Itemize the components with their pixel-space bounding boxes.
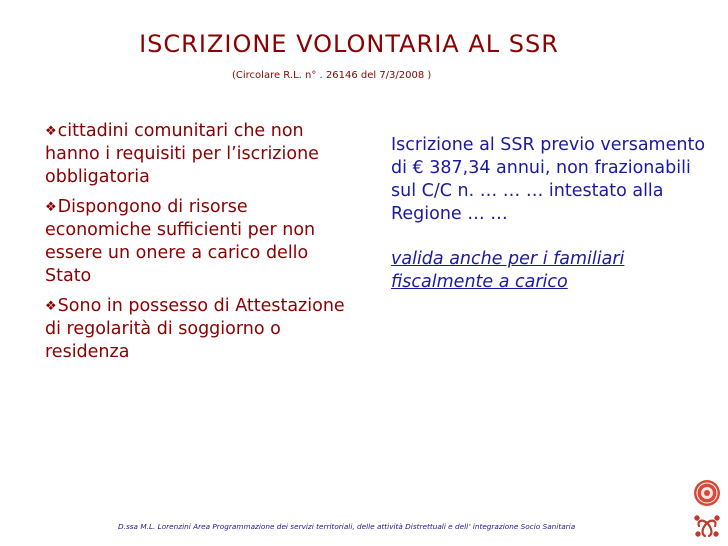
bullet-item: ❖Sono in possesso di Attestazione di regolarità di soggiorno o residenza — [45, 296, 345, 362]
seal-logo-icon — [694, 480, 720, 506]
diamond-bullet-icon: ❖ — [45, 200, 57, 215]
slide-title: ISCRIZIONE VOLONTARIA AL SSR — [139, 30, 559, 58]
bullet-item: ❖cittadini comunitari che non hanno i requisiti per l’iscrizione obbligatoria — [45, 121, 319, 187]
slide-footer: D.ssa M.L. Lorenzini Area Programmazione dei servizi territoriali, delle attività Distrettuali e dell’ integrazione Socio Sanitaria — [118, 522, 576, 531]
left-bullet-list — [45, 120, 350, 371]
diamond-bullet-icon: ❖ — [45, 124, 57, 139]
right-text-block — [391, 134, 711, 294]
rosa-camuna-logo-icon — [695, 516, 718, 536]
slide-subtitle: (Circolare R.L. n° . 26146 del 7/3/2008 ) — [232, 70, 432, 81]
diamond-bullet-icon: ❖ — [45, 299, 57, 314]
family-note-link[interactable]: valida anche per i familiari fiscalmente a carico — [391, 249, 625, 292]
payment-text: Iscrizione al SSR previo versamento di € 387,34 annui, non frazionabili sul C/C n. … … … intestato alla Regione … … — [391, 135, 706, 224]
bullet-item: ❖Dispongono di risorse economiche sufficienti per non essere un onere a carico dello Stato — [45, 197, 316, 286]
logos — [689, 478, 725, 540]
